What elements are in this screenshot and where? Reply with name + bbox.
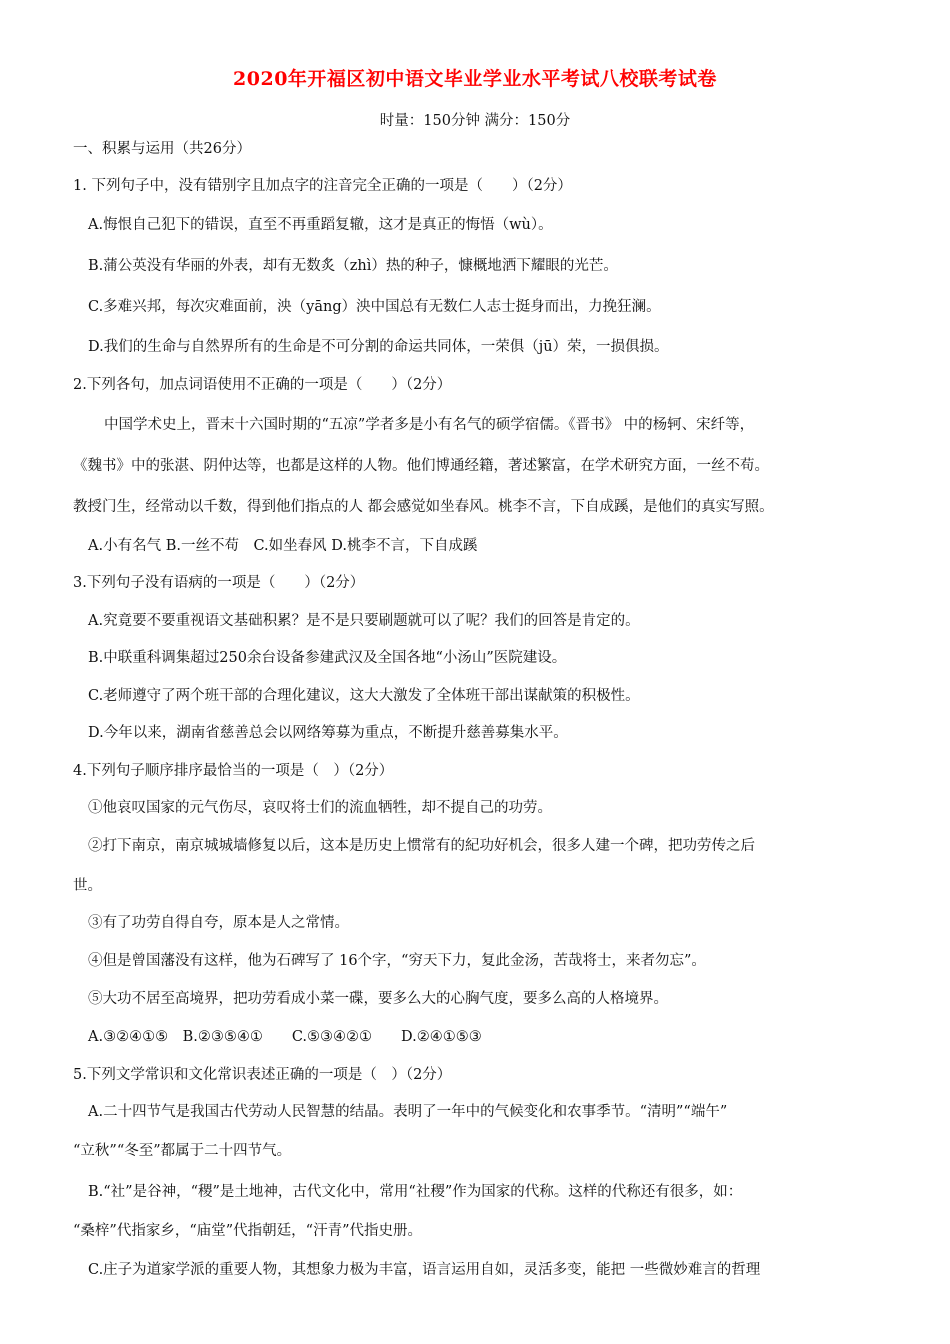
question-3-option-b: B.中联重科调集超过250余台设备参建武汉及全国各地“小汤山”医院建设。 — [88, 650, 567, 666]
question-3-stem: 3.下列句子没有语病的一项是（ ）（2分） — [73, 575, 365, 591]
question-4-sentence-2-continued: 世。 — [73, 878, 102, 894]
question-4-sentence-1: ①他哀叹国家的元气伤尽，哀叹将士们的流血牺牲，却不提自己的功劳。 — [88, 800, 552, 816]
question-4-options: A.③②④①⑤ B.②③⑤④① C.⑤③④②① D.②④①⑤③ — [88, 1029, 482, 1045]
question-2-passage-line-2: 《魏书》中的张湛、阴仲达等，也都是这样的人物。他们博通经籍，著述繁富，在学术研究方面，一丝不苟。 — [73, 458, 769, 474]
question-5-option-b-continued: “桑梓”代指家乡，“庙堂”代指朝廷，“汗青”代指史册。 — [73, 1223, 422, 1239]
question-4-sentence-3: ③有了功劳自得自夸，原本是人之常情。 — [88, 915, 349, 931]
question-2-passage-line-1: 中国学术史上，晋末十六国时期的“五凉”学者多是小有名气的硕学宿儒。《晋书》 中的杨轲、宋纤等， — [104, 417, 755, 433]
question-1-option-d: D.我们的生命与自然界所有的生命是不可分割的命运共同体，一荣俱（jū）荣，一损俱损。 — [88, 339, 669, 355]
question-1-option-b: B.蒲公英没有华丽的外表，却有无数炙（zhì）热的种子，慷概地洒下耀眼的光芒。 — [88, 258, 618, 274]
question-5-option-a: A.二十四节气是我国古代劳动人民智慧的结晶。表明了一年中的气候变化和农事季节。“清明”“端午” — [88, 1104, 728, 1120]
exam-title: 2020年开福区初中语文毕业学业水平考试八校联考试卷 — [233, 68, 717, 90]
question-4-stem: 4.下列句子顺序排序最恰当的一项是（ ）（2分） — [73, 763, 394, 779]
question-5-stem: 5.下列文学常识和文化常识表述正确的一项是（ ）（2分） — [73, 1067, 452, 1083]
question-3-option-c: C.老师遵守了两个班干部的合理化建议，这大大激发了全体班干部出谋献策的积极性。 — [88, 688, 640, 704]
question-2-passage-line-3: 教授门生，经常动以千数，得到他们指点的人 都会感觉如坐春风。桃李不言，下自成蹊，是他们的真实写照。 — [73, 499, 774, 515]
exam-meta: 时量：150分钟 满分：150分 — [379, 113, 571, 129]
question-5-option-b: B.“社”是谷神，“稷”是土地神，古代文化中，常用“社稷”作为国家的代称。这样的代称还有很多，如： — [88, 1184, 743, 1200]
section-heading: 一、积累与运用（共26分） — [73, 141, 251, 157]
question-5-option-c: C.庄子为道家学派的重要人物，其想象力极为丰富，语言运用自如，灵活多变，能把 一些微妙难言的哲理 — [88, 1262, 761, 1278]
question-1-option-c: C.多难兴邦，每次灾难面前，泱（yāng）泱中国总有无数仁人志士挺身而出，力挽狂澜。 — [88, 299, 661, 315]
question-2-options: A.小有名气 B.一丝不苟 C.如坐春风 D.桃李不言，下自成蹊 — [88, 538, 478, 554]
question-1-stem: 1. 下列句子中，没有错别字且加点字的注音完全正确的一项是（ ）（2分） — [73, 178, 572, 194]
question-4-sentence-2: ②打下南京，南京城城墙修复以后，这本是历史上惯常有的紀功好机会，很多人建一个碑，把功劳传之后 — [88, 838, 755, 854]
question-3-option-d: D.今年以来，湖南省慈善总会以网络筹募为重点，不断提升慈善募集水平。 — [88, 725, 568, 741]
question-5-option-a-continued: “立秋”“冬至”都属于二十四节气。 — [73, 1143, 292, 1159]
question-2-stem: 2.下列各句，加点词语使用不正确的一项是（ ）（2分） — [73, 377, 452, 393]
question-1-option-a: A.悔恨自己犯下的错误，直至不再重蹈复辙，这才是真正的悔悟（wù）。 — [88, 217, 553, 233]
question-3-option-a: A.究竟要不要重视语文基础积累？是不是只要刷题就可以了呢？我们的回答是肯定的。 — [88, 613, 640, 629]
question-4-sentence-5: ⑤大功不居至高境界，把功劳看成小菜一碟，要多么大的心胸气度，要多么高的人格境界。 — [88, 991, 668, 1007]
question-4-sentence-4: ④但是曾国藩没有这样，他为石碑写了 16个字，“穷天下力，复此金汤，苦哉将士，来者勿忘”。 — [88, 953, 706, 969]
